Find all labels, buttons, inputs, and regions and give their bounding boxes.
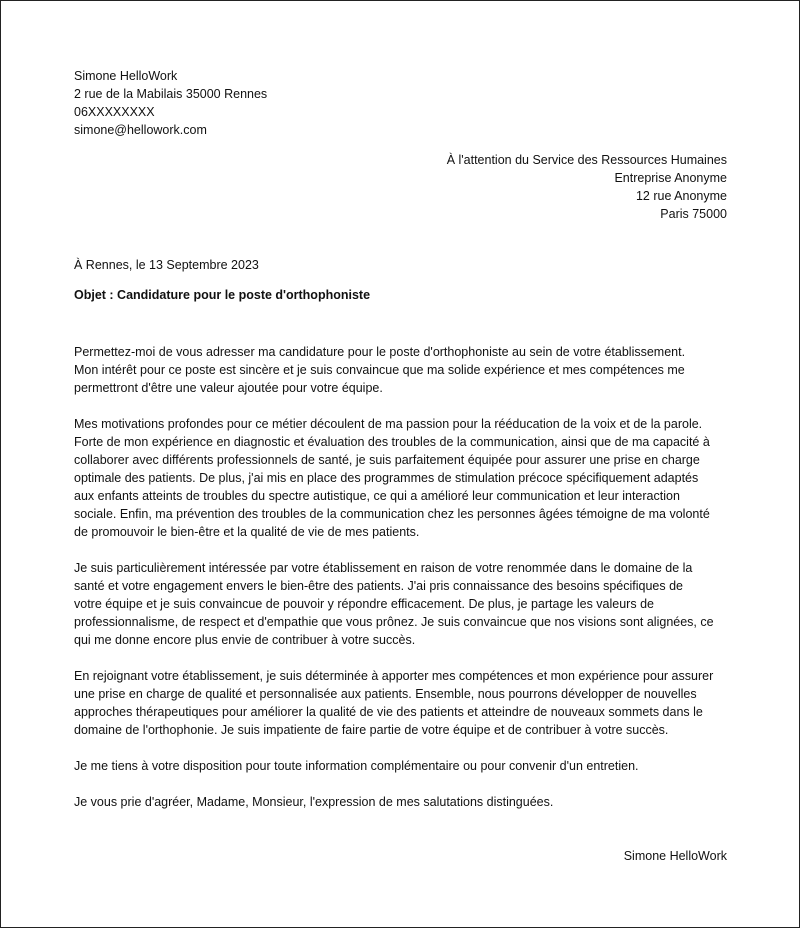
paragraph-line: aux enfants atteints de troubles du spectre autistique, ce qui a amélioré leur communication et leur interaction <box>74 489 680 503</box>
body-paragraph <box>74 667 730 739</box>
paragraph-line: Je suis particulièrement intéressée par votre établissement en raison de votre renommée dans le domaine de la <box>74 561 693 575</box>
paragraph-line: En rejoignant votre établissement, je suis déterminée à apporter mes compétences et mon expérience pour assurer <box>74 669 714 683</box>
paragraph-line: permettront d'être une valeur ajoutée pour votre équipe. <box>74 381 383 395</box>
sender-name: Simone HelloWork <box>74 69 178 83</box>
body-paragraph <box>74 559 730 649</box>
paragraph-line: optimale des patients. De plus, j'ai mis en place des programmes de stimulation précoce spécifiquement adaptés <box>74 471 699 485</box>
signature: Simone HelloWork <box>623 849 727 863</box>
paragraph-line: Je me tiens à votre disposition pour toute information complémentaire ou pour convenir d'un entretien. <box>74 759 639 773</box>
paragraph-line: santé et votre engagement envers le bien-être des patients. J'ai pris connaissance des besoins spécifiques de <box>74 579 684 593</box>
paragraph-line: approches thérapeutiques pour améliorer la qualité de vie des patients et atteindre de nouveaux sommets dans le <box>74 705 703 719</box>
recipient-attention: À l'attention du Service des Ressources Humaines <box>446 153 727 167</box>
recipient-company: Entreprise Anonyme <box>614 171 727 185</box>
place-date: À Rennes, le 13 Septembre 2023 <box>74 258 259 272</box>
recipient-block <box>447 151 727 223</box>
sender-block <box>74 67 267 139</box>
sender-email: simone@hellowork.com <box>74 123 207 137</box>
body-paragraph <box>74 415 730 541</box>
body-paragraph <box>74 343 730 397</box>
sender-phone: 06XXXXXXXX <box>74 105 155 119</box>
paragraph-line: Forte de mon expérience en diagnostic et évaluation des troubles de la communication, ainsi que de ma capacité à <box>74 435 710 449</box>
paragraph-line: collaborer avec différents professionnels de santé, je suis parfaitement équipée pour assurer une prise en charge <box>74 453 700 467</box>
paragraph-line: professionnalisme, de respect et d'empathie que vous prônez. Je suis convaincue que nos visions sont alignées, ce <box>74 615 714 629</box>
body-paragraph <box>74 757 730 775</box>
paragraph-line: Je vous prie d'agréer, Madame, Monsieur, l'expression de mes salutations distinguées. <box>74 795 554 809</box>
paragraph-line: une prise en charge de qualité et personnalisée aux patients. Ensemble, nous pourrons développer de nouvelles <box>74 687 697 701</box>
body-paragraph <box>74 793 730 811</box>
recipient-city: Paris 75000 <box>660 207 727 221</box>
paragraph-line: Mes motivations profondes pour ce métier découlent de ma passion pour la rééducation de la voix et de la parole. <box>74 417 703 431</box>
paragraph-line: Permettez-moi de vous adresser ma candidature pour le poste d'orthophoniste au sein de votre établissement. <box>74 345 686 359</box>
recipient-street: 12 rue Anonyme <box>635 189 727 203</box>
paragraph-line: Mon intérêt pour ce poste est sincère et je suis convaincue que ma solide expérience et mes compétences me <box>74 363 685 377</box>
paragraph-line: qui me donne encore plus envie de contribuer à votre succès. <box>74 633 416 647</box>
paragraph-line: votre équipe et je suis convaincue de pouvoir y répondre efficacement. De plus, je partage les valeurs de <box>74 597 654 611</box>
paragraph-line: domaine de l'orthophonie. Je suis impatiente de faire partie de votre équipe et de contribuer à votre succès. <box>74 723 669 737</box>
paragraph-line: de promouvoir le bien-être et la qualité de vie de mes patients. <box>74 525 420 539</box>
paragraph-line: sociale. Enfin, ma prévention des troubles de la communication chez les personnes âgées témoigne de ma volonté <box>74 507 710 521</box>
letter-body <box>74 343 730 829</box>
sender-address: 2 rue de la Mabilais 35000 Rennes <box>74 87 268 101</box>
letter-subject: Objet : Candidature pour le poste d'orthophoniste <box>74 288 371 302</box>
